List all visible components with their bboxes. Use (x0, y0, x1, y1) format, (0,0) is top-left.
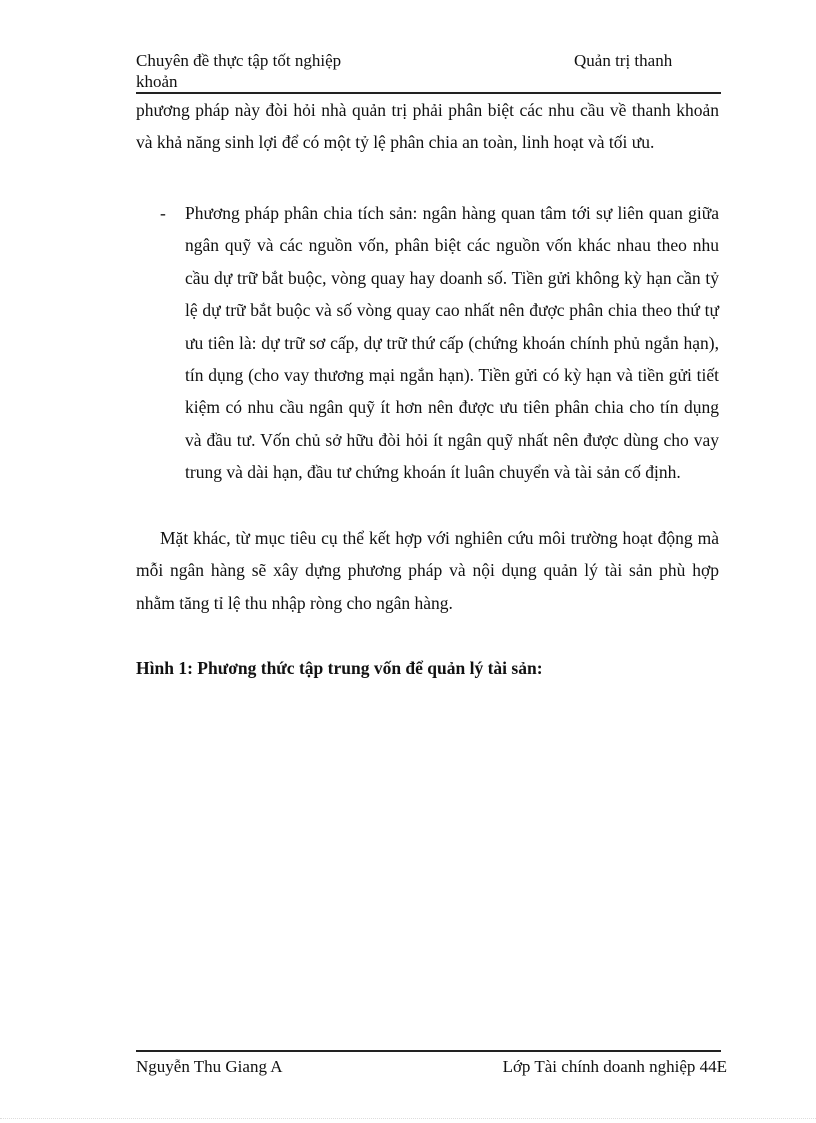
bullet-text-asset-allocation: Phương pháp phân chia tích sản: ngân hàng quan tâm tới sự liên quan giữa ngân quỹ và các nguồn vốn, phân biệt các nguồn vốn khác nhau theo nhu cầu dự trữ bắt buộc, vòng quay hay doanh số. Tiền gửi không kỳ hạn cần tỷ lệ dự trữ bắt buộc và số vòng quay cao nhất nên được phân chia theo thứ tự ưu tiên là: dự trữ sơ cấp, dự trữ thứ cấp (chứng khoán chính phủ ngắn hạn), tín dụng (cho vay thương mại ngắn hạn). Tiền gửi có kỳ hạn và tiền gửi tiết kiệm có nhu cầu ngân quỹ ít hơn nên được ưu tiên phân chia cho tín dụng và đầu tư. Vốn chủ sở hữu đòi hỏi ít ngân quỹ nhất nên được dùng cho vay trung và dài hạn, đầu tư chứng khoán ít luân chuyển và tài sản cố định. (185, 203, 719, 483)
header-topic: Quản trị thanh (574, 51, 673, 70)
figure-title: Hình 1: Phương thức tập trung vốn để quản lý tài sản: (136, 658, 543, 678)
paragraph-conclusion: Mặt khác, từ mục tiêu cụ thể kết hợp với nghiên cứu môi trường hoạt động mà mỗi ngân hàng sẽ xây dựng phương pháp và nội dụng quản lý tài sản phù hợp nhằm tăng tỉ lệ thu nhập ròng cho ngân hàng. (136, 528, 719, 613)
footer-class: Lớp Tài chính doanh nghiệp 44E (502, 1057, 727, 1076)
header-document-title: Chuyên đề thực tập tốt nghiệp (136, 51, 342, 70)
footer-author: Nguyễn Thu Giang A (136, 1057, 283, 1076)
page-bottom-edge (0, 1118, 816, 1119)
paragraph-intro: phương pháp này đòi hỏi nhà quản trị phải phân biệt các nhu cầu về thanh khoản và khả năng sinh lợi để có một tỷ lệ phân chia an toàn, linh hoạt và tối ưu. (136, 100, 719, 153)
header-topic-continuation: khoản (136, 72, 178, 91)
footer-divider (136, 1050, 721, 1052)
bullet-marker: - (160, 203, 166, 223)
